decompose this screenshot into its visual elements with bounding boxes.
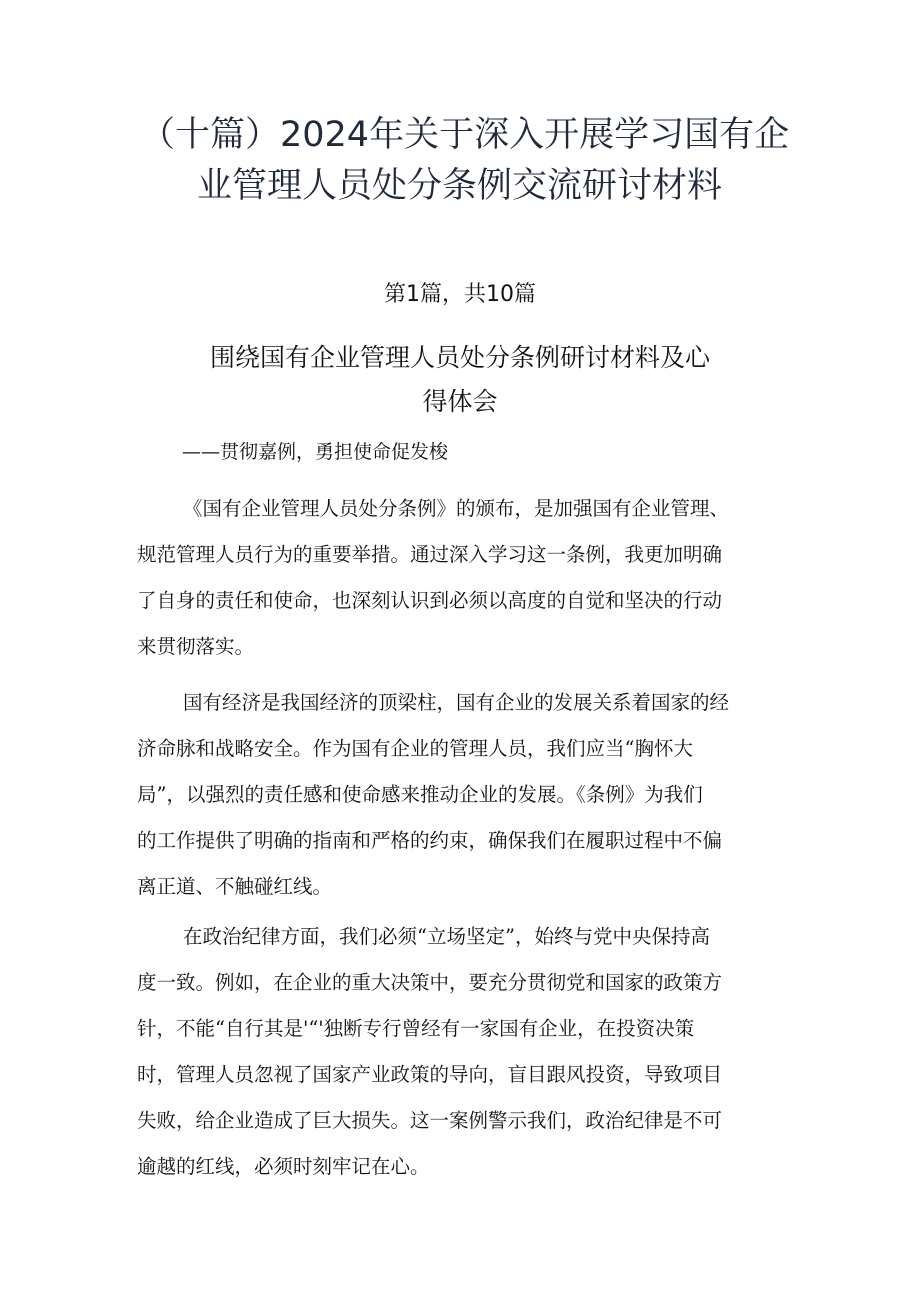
section-title <box>0 336 920 424</box>
paragraph-line: 来贯彻落实。 <box>137 635 255 658</box>
paragraph-line: 局”，以强烈的责任感和使命感来推动企业的发展。《条例》为我们 <box>137 783 703 806</box>
paragraph-line: 离正道、不触碰红线。 <box>137 875 333 898</box>
paragraph-line: 针，不能“自行其是'“'独断专行曾经有一家国有企业，在投资决策 <box>137 1017 695 1040</box>
paragraph-line: 时，管理人员忽视了国家产业政策的导向，盲目跟风投资，导致项目 <box>137 1063 723 1086</box>
title-line: 业管理人员处分条例交流研讨材料 <box>197 166 723 206</box>
paragraph-line: 度一致。例如，在企业的重大决策中，要充分贯彻党和国家的政策方 <box>137 971 723 994</box>
body-paragraph <box>137 486 817 670</box>
title-line: （十篇）2024年关于深入开展学习国有企 <box>140 115 790 155</box>
paragraph-line: 的工作提供了明确的指南和严格的约束，确保我们在履职过程中不偏 <box>137 829 723 852</box>
section-title-line: 得体会 <box>422 387 498 416</box>
paragraph-line: 失败，给企业造成了巨大损失。这一案例警示我们，政治纪律是不可 <box>137 1109 723 1132</box>
paragraph-line: 在政治纪律方面，我们必须“立场坚定”，始终与党中央保持高 <box>183 925 710 948</box>
paragraph-line: 规范管理人员行为的重要举措。通过深入学习这一条例，我更加明确 <box>137 543 723 566</box>
section-byline: ——贯彻嘉例，勇担使命促发梭 <box>182 441 449 463</box>
document-title <box>140 110 800 212</box>
part-counter: 第1篇，共10篇 <box>384 282 536 307</box>
paragraph-line: 逾越的红线，必须时刻牢记在心。 <box>137 1155 430 1178</box>
body-paragraph <box>137 680 817 910</box>
paragraph-line: 《国有企业管理人员处分条例》的颁布，是加强国有企业管理、 <box>183 497 730 520</box>
paragraph-line: 济命脉和战略安全。作为国有企业的管理人员，我们应当“胸怀大 <box>137 737 693 760</box>
paragraph-line: 国有经济是我国经济的顶梁柱，国有企业的发展关系着国家的经 <box>183 691 730 714</box>
body-paragraph <box>137 914 817 1190</box>
section-title-line: 围绕国有企业管理人员处分条例研讨材料及心 <box>209 343 710 372</box>
paragraph-line: 了自身的责任和使命，也深刻认识到必须以高度的自觉和坚决的行动 <box>137 589 723 612</box>
